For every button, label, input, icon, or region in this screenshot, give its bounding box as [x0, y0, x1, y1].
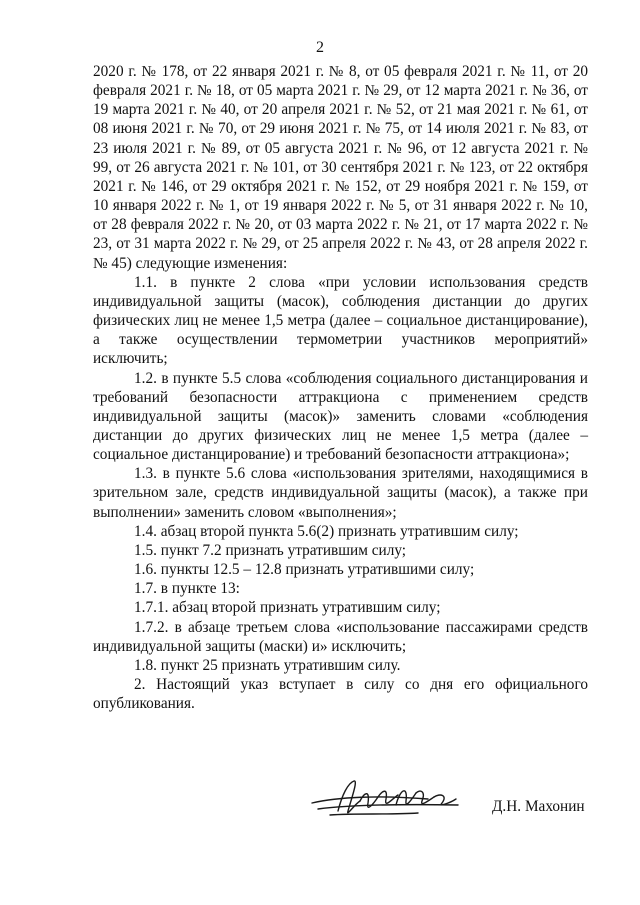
- paragraph-item-1-7-2: 1.7.2. в абзаце третьем слова «использование пассажирами средств индивидуальной защиты (маски) и» исключить;: [93, 618, 588, 655]
- paragraph-item-1-7-1: 1.7.1. абзац второй признать утратившим силу;: [134, 599, 441, 617]
- paragraph-item-1-4: 1.4. абзац второй пункта 5.6(2) признать утратившим силу;: [134, 522, 519, 540]
- paragraph-item-1-7: 1.7. в пункте 13:: [134, 580, 240, 598]
- signature-block: [0, 775, 640, 835]
- page-number: 2: [316, 39, 324, 56]
- paragraph-item-1-1: 1.1. в пункте 2 слова «при условии использования средств индивидуальной защиты (масок), соблюдения дистанции до других физических лиц не менее 1,5 метра (далее – социальное дистанцирование), а также осуществлении термометрии участников мероприятий» исключить;: [93, 273, 588, 368]
- paragraph-continuation: 2020 г. № 178, от 22 января 2021 г. № 8, от 05 февраля 2021 г. № 11, от 20 февраля 2021 г. № 18, от 05 марта 2021 г. № 29, от 12 марта 2021 г. № 36, от 19 марта 2021 г. № 40, от 20 апреля 2021 г. № 52, от 21 мая 2021 г. № 61, от 08 июня 2021 г. № 70, от 29 июня 2021 г. № 75, от 14 июля 2021 г. № 83, от 23 июля 2021 г. № 89, от 05 августа 2021 г. № 96, от 12 августа 2021 г. № 99, от 26 августа 2021 г. № 101, от 30 сентября 2021 г. № 123, от 22 октября 2021 г. № 146, от 29 октября 2021 г. № 152, от 29 ноября 2021 г. № 159, от 10 января 2022 г. № 1, от 19 января 2022 г. № 5, от 31 января 2022 г. № 10, от 28 февраля 2022 г. № 20, от 03 марта 2022 г. № 21, от 17 марта 2022 г. № 23, от 31 марта 2022 г. № 29, от 25 апреля 2022 г. № 43, от 28 апреля 2022 г. № 45) следующие изменения:: [93, 63, 588, 272]
- paragraph-item-1-2: 1.2. в пункте 5.5 слова «соблюдения социального дистанцирования и требований безопасности аттракциона с применением средств индивидуальной защиты (масок)» заменить словами «соблюдения дистанции до других физических лиц не менее 1,5 метра (далее – социальное дистанцирование) и требований безопасности аттракциона»;: [93, 369, 588, 464]
- paragraph-item-1-8: 1.8. пункт 25 признать утратившим силу.: [134, 656, 401, 674]
- document-body: [93, 62, 588, 713]
- signer-name: Д.Н. Махонин: [492, 798, 585, 815]
- paragraph-item-1-5: 1.5. пункт 7.2 признать утратившим силу;: [134, 541, 407, 559]
- paragraph-item-1-3: 1.3. в пункте 5.6 слова «использования зрителями, находящимися в зрительном зале, средств индивидуальной защиты (масок), а также при выполнении» заменить словом «выполнения»;: [93, 465, 588, 521]
- paragraph-item-1-6: 1.6. пункты 12.5 – 12.8 признать утратившими силу;: [134, 561, 475, 579]
- handwritten-signature: [308, 775, 463, 827]
- paragraph-item-2: 2. Настоящий указ вступает в силу со дня его официального опубликования.: [93, 676, 588, 713]
